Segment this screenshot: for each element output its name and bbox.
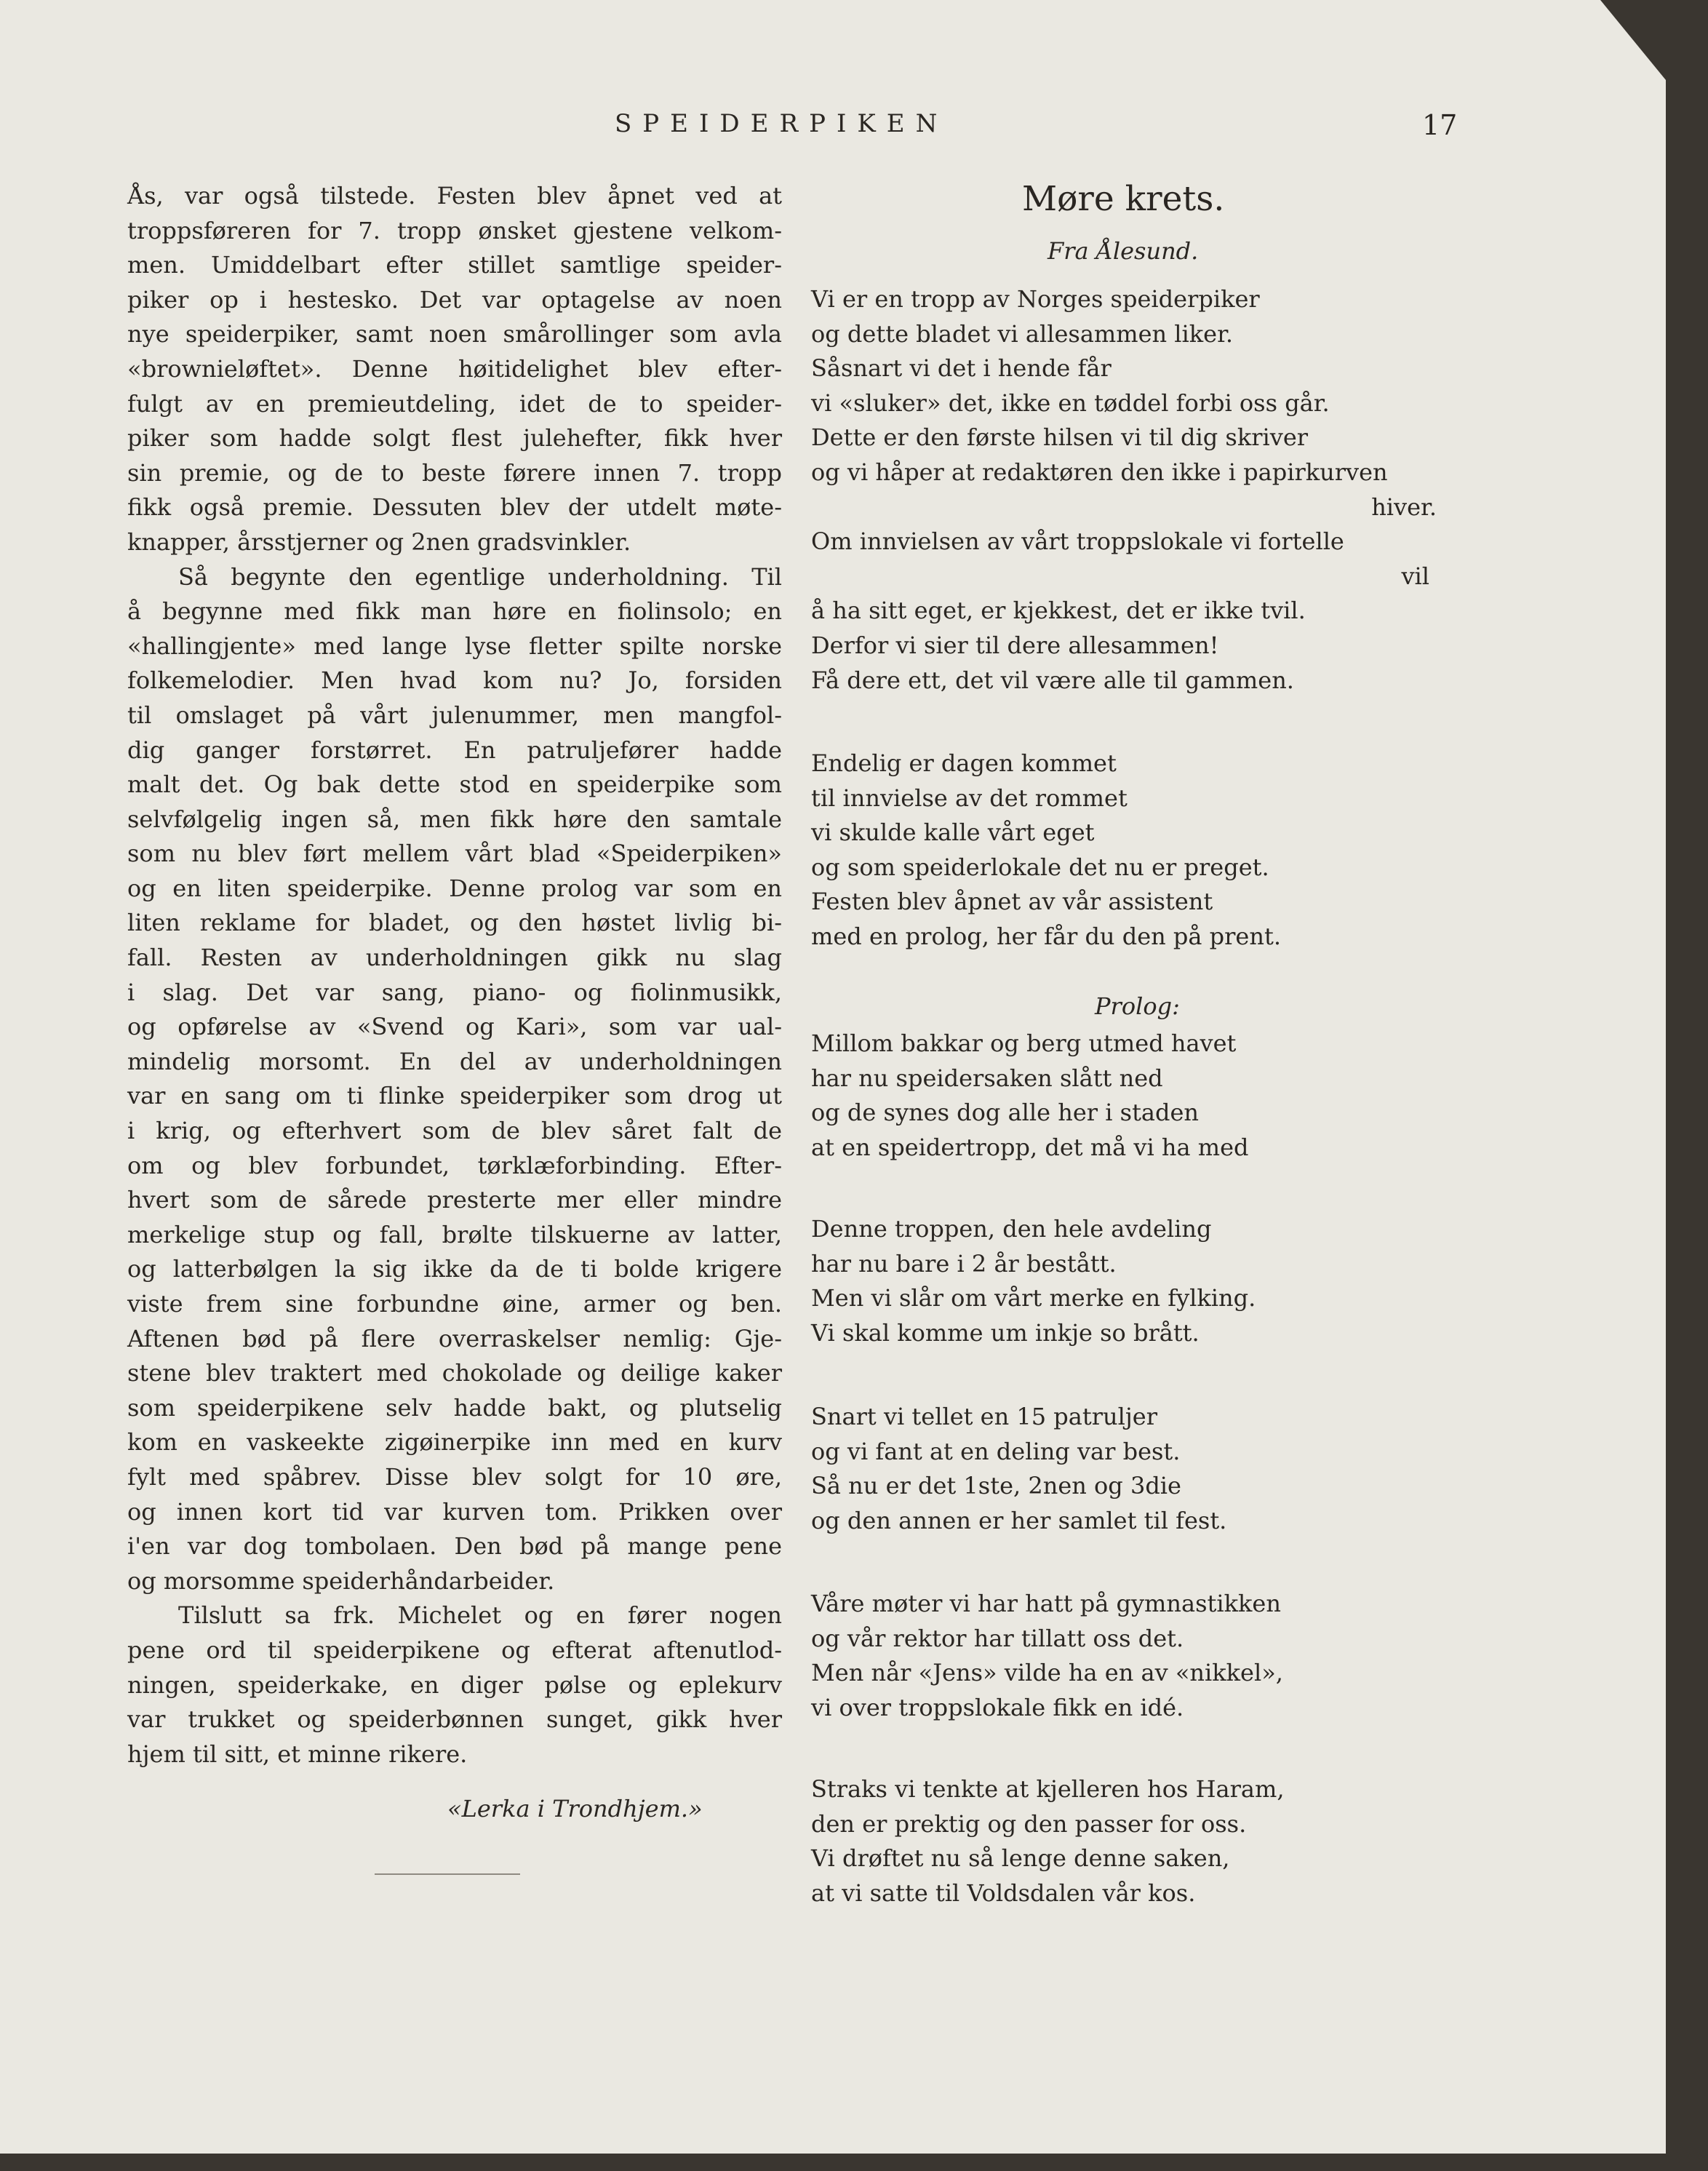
running-header-title: SPEIDERPIKEN xyxy=(615,109,949,138)
prolog-stanza xyxy=(811,1587,1466,1725)
poem-line: å ha sitt eget, er kjekkest, det er ikke tvil. xyxy=(811,597,1306,625)
text-line: mindelig morsomt. En del av underholdningen xyxy=(127,1047,782,1075)
section-divider xyxy=(375,1873,520,1875)
text-line: «brownieløftet». Denne høitidelighet blev efter- xyxy=(127,354,782,383)
poem-line: Straks vi tenkte at kjelleren hos Haram, xyxy=(811,1775,1285,1803)
prolog-stanza xyxy=(811,1212,1466,1350)
text-line: ningen, speiderkake, en diger pølse og eplekurv xyxy=(127,1670,782,1699)
poem-line: og de synes dog alle her i staden xyxy=(811,1099,1200,1127)
text-line: og innen kort tid var kurven tom. Prikken over xyxy=(127,1497,782,1526)
poem-line: med en prolog, her får du den på prent. xyxy=(811,922,1281,950)
section-title: Møre krets. xyxy=(1022,179,1225,219)
poem-line: Endelig er dagen kommet xyxy=(811,749,1117,777)
poem-line: den er prektig og den passer for oss. xyxy=(811,1809,1247,1838)
text-line: var en sang om ti flinke speiderpiker som drog ut xyxy=(127,1082,782,1110)
poem-line: hiver. xyxy=(1371,493,1437,521)
prolog-label: Prolog: xyxy=(1095,992,1180,1020)
text-line: i slag. Det var sang, piano- og fiolinmusikk, xyxy=(127,978,782,1006)
poem-line: og den annen er her samlet til fest. xyxy=(811,1506,1227,1534)
page-number: 17 xyxy=(1422,109,1458,141)
poem-line: at vi satte til Voldsdalen vår kos. xyxy=(811,1879,1196,1907)
text-line: stene blev traktert med chokolade og deilige kaker xyxy=(127,1359,782,1387)
poem-stanza xyxy=(811,282,1466,698)
text-line: dig ganger forstørret. En patruljefører hadde xyxy=(127,736,782,764)
text-line: Ås, var også tilstede. Festen blev åpnet ved at xyxy=(127,182,782,210)
poem-line: Vi skal komme um inkje so brått. xyxy=(811,1318,1200,1347)
text-line: selvfølgelig ingen så, men fikk høre den samtale xyxy=(127,805,782,833)
poem-line: til innvielse av det rommet xyxy=(811,784,1128,812)
text-line: om og blev forbundet, tørklæforbinding. Efter- xyxy=(127,1151,782,1179)
text-line: men. Umiddelbart efter stillet samtlige speider- xyxy=(127,251,782,279)
text-line: i krig, og efterhvert som de blev såret falt de xyxy=(127,1117,782,1145)
poem-line: Dette er den første hilsen vi til dig skriver xyxy=(811,423,1309,452)
text-line: hvert som de sårede presterte mer eller mindre xyxy=(127,1186,782,1214)
text-line: fulgt av en premieutdeling, idet de to speider- xyxy=(127,389,782,418)
text-line: til omslaget på vårt julenummer, men mangfol- xyxy=(127,701,782,729)
poem-line: Men når «Jens» vilde ha en av «nikkel», xyxy=(811,1659,1283,1687)
poem-line: Vi er en tropp av Norges speiderpiker xyxy=(811,285,1260,313)
text-line: og en liten speiderpike. Denne prolog var som en xyxy=(127,874,782,902)
text-line: Så begynte den egentlige underholdning. Til xyxy=(178,562,782,591)
text-line: viste frem sine forbundne øine, armer og ben. xyxy=(127,1290,782,1318)
poem-line: Derfor vi sier til dere allesammen! xyxy=(811,631,1219,659)
text-line: som speiderpikene selv hadde bakt, og plutselig xyxy=(127,1393,782,1422)
poem-line: har nu speidersaken slått ned xyxy=(811,1064,1163,1092)
text-line: malt det. Og bak dette stod en speiderpike som xyxy=(127,770,782,799)
poem-line: vi over troppslokale fikk en idé. xyxy=(811,1693,1184,1721)
text-line: piker op i hestesko. Det var optagelse av noen xyxy=(127,285,782,314)
poem-line: Få dere ett, det vil være alle til gammen. xyxy=(811,666,1294,694)
poem-line: Men vi slår om vårt merke en fylking. xyxy=(811,1284,1256,1312)
text-line: knapper, årsstjerner og 2nen gradsvinkler. xyxy=(127,527,631,556)
text-line: og latterbølgen la sig ikke da de ti bolde krigere xyxy=(127,1255,782,1283)
text-line: troppsføreren for 7. tropp ønsket gjestene velkom- xyxy=(127,216,782,244)
section-subtitle: Fra Ålesund. xyxy=(1047,237,1199,265)
poem-line: Denne troppen, den hele avdeling xyxy=(811,1215,1212,1243)
poem-line: og dette bladet vi allesammen liker. xyxy=(811,319,1234,348)
article-signature: «Lerka i Trondhjem.» xyxy=(447,1795,703,1823)
text-line: piker som hadde solgt flest julehefter, fikk hver xyxy=(127,424,782,453)
text-line: som nu blev ført mellem vårt blad «Speiderpiken» xyxy=(127,840,782,868)
text-line: fikk også premie. Dessuten blev der utdelt møte- xyxy=(127,493,782,522)
prolog-stanza xyxy=(811,1400,1466,1538)
poem-line: at en speidertropp, det må vi ha med xyxy=(811,1133,1249,1161)
poem-line: og vi håper at redaktøren den ikke i papirkurven xyxy=(811,458,1388,486)
poem-stanza xyxy=(811,746,1466,955)
poem-line: Om innvielsen av vårt troppslokale vi fortelle xyxy=(811,527,1344,556)
left-column xyxy=(127,179,782,1772)
poem-line: har nu bare i 2 år bestått. xyxy=(811,1249,1117,1278)
poem-line: Millom bakkar og berg utmed havet xyxy=(811,1029,1237,1057)
poem-line: vil xyxy=(1401,562,1429,590)
text-line: merkelige stup og fall, brølte tilskuerne av latter, xyxy=(127,1220,782,1248)
page-corner-shadow xyxy=(1600,0,1666,80)
prolog-stanza xyxy=(811,1772,1466,1911)
text-line: i'en var dog tombolaen. Den bød på mange pene xyxy=(127,1532,782,1561)
text-line: hjem til sitt, et minne rikere. xyxy=(127,1740,468,1768)
poem-line: Snart vi tellet en 15 patruljer xyxy=(811,1403,1157,1430)
text-line: å begynne med fikk man høre en fiolinsolo; en xyxy=(127,597,782,626)
poem-line: Såsnart vi det i hende får xyxy=(811,354,1112,383)
text-line: nye speiderpiker, samt noen smårollinger som avla xyxy=(127,320,782,348)
text-line: Tilslutt sa frk. Michelet og en fører nogen xyxy=(178,1601,782,1630)
poem-line: vi «sluker» det, ikke en tøddel forbi oss går. xyxy=(811,389,1330,417)
text-line: fylt med spåbrev. Disse blev solgt for 10 øre, xyxy=(127,1462,782,1491)
prolog-stanza xyxy=(811,1027,1466,1165)
text-line: og morsomme speiderhåndarbeider. xyxy=(127,1566,555,1595)
text-line: liten reklame for bladet, og den høstet livlig bi- xyxy=(127,909,782,937)
text-line: «hallingjente» med lange lyse fletter spilte norske xyxy=(127,632,782,660)
poem-line: vi skulde kalle vårt eget xyxy=(811,818,1095,847)
poem-line: Så nu er det 1ste, 2nen og 3die xyxy=(811,1472,1181,1500)
poem-line: Våre møter vi har hatt på gymnastikken xyxy=(811,1590,1281,1617)
text-line: folkemelodier. Men hvad kom nu? Jo, forsiden xyxy=(127,666,782,695)
text-line: og opførelse av «Svend og Kari», som var ual- xyxy=(127,1013,782,1041)
text-line: Aftenen bød på flere overraskelser nemlig: Gje- xyxy=(127,1324,782,1353)
text-line: fall. Resten av underholdningen gikk nu slag xyxy=(127,944,782,972)
poem-line: og vi fant at en deling var best. xyxy=(811,1437,1181,1465)
poem-line: Vi drøftet nu så lenge denne saken, xyxy=(811,1844,1230,1873)
poem-line: og vår rektor har tillatt oss det. xyxy=(811,1624,1184,1652)
text-line: var trukket og speiderbønnen sunget, gikk hver xyxy=(127,1705,782,1734)
text-line: kom en vaskeekte zigøinerpike inn med en kurv xyxy=(127,1428,782,1457)
poem-line: og som speiderlokale det nu er preget. xyxy=(811,853,1269,881)
text-line: sin premie, og de to beste førere innen 7. tropp xyxy=(127,458,782,487)
poem-line: Festen blev åpnet av vår assistent xyxy=(811,888,1213,916)
text-line: pene ord til speiderpikene og efterat aftenutlod- xyxy=(127,1636,782,1664)
